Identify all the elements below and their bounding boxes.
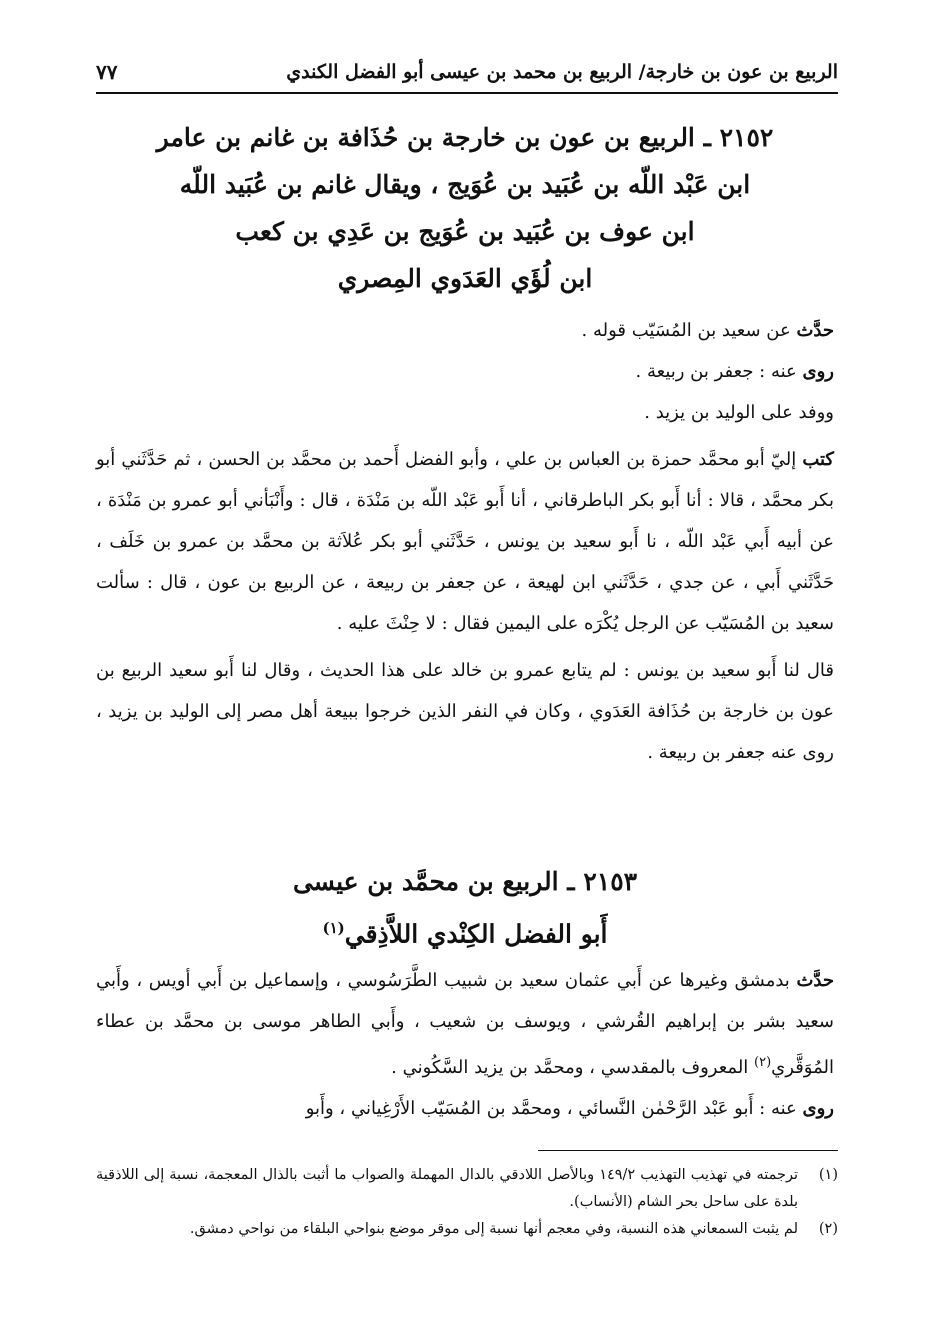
entry-2152-title bbox=[96, 114, 834, 302]
paragraph bbox=[96, 1088, 834, 1129]
running-title: الربيع بن عون بن خارجة/ الربيع بن محمد بن عيسى أبو الفضل الكندي bbox=[286, 61, 838, 83]
paragraph-text: عنه : أَبو عَبْد الرَّحْمٰن النَّسائي ، ومحمَّد بن المُسَيّب الأَرْغِياني ، وأَبو bbox=[305, 1098, 803, 1119]
paragraph-text: عن سعيد بن المُسَيّب قوله . bbox=[581, 320, 797, 341]
paragraph bbox=[96, 310, 834, 351]
paragraph-lead-word: حدَّث bbox=[796, 320, 834, 341]
paragraph-text: قال لنا أَبو سعيد بن يونس : لم يتابع عمرو بن خالد على هذا الحديث ، وقال لنا أَبو سعيد الربيع بن عون بن خارجة بن حُذَافة العَدَوي ، وكان في النفر الذين خرجوا ببيعة أهل مصر إلى الوليد بن يزيد ، روى عنه جعفر بن ربيعة . bbox=[96, 660, 834, 763]
footnote-number: (٢) bbox=[818, 1221, 838, 1237]
paragraph-text: إليّ أبو محمَّد حمزة بن العباس بن علي ، وأبو الفضل أَحمد بن محمَّد بن الحسن ، ثم حَدَّثَني أبو بكر محمَّد ، قالا : أنا أَبو بكر الباطرقاني ، أنا أَبو عَبْد اللّه بن مَنْدَة ، قال : وأَنْبَأني أبو عمرو بن مَنْدَة ، عن أبيه أَبي عَبْد اللّه ، نا أَبو سعيد بن يونس ، حَدَّثَني أبو بكر عُلاَثة بن محمَّد بن عمرو بن خَلَف ، حَدَّثَني أَبي ، عن جدي ، حَدَّثَني ابن لهيعة ، عن جعفر بن ربيعة ، عن الربيع بن عون ، قال : سألت سعيد بن المُسَيّب عن الرجل يُكْرَه على اليمين فقال : لا حِنْثَ عليه . bbox=[96, 449, 834, 634]
paragraph-text: ووفد على الوليد بن يزيد . bbox=[644, 402, 834, 423]
page-number: ٧٧ bbox=[96, 60, 118, 84]
footnotes bbox=[96, 1150, 838, 1243]
entry-2153-title bbox=[96, 858, 834, 957]
footnote-text: ترجمته في تهذيب التهذيب ١٤٩/٢ وبالأصل اللادقي بالدال المهملة والصواب ما أثبت بالذال المعجمة، نسبة إلى اللاذقية بلدة على ساحل بحر الشام (الأنساب). bbox=[96, 1167, 798, 1210]
footnote bbox=[96, 1216, 838, 1243]
footnote-marker: (٢) bbox=[754, 1055, 772, 1070]
footnote-text: لم يثبت السمعاني هذه النسبة، وفي معجم أنها نسبة إلى موقر موضع بنواحي البلقاء من نواحي دمشق. bbox=[189, 1221, 798, 1237]
entry-2153-body bbox=[96, 960, 834, 1129]
paragraph-lead-word: روى bbox=[802, 361, 834, 382]
paragraph bbox=[96, 650, 834, 773]
paragraph-lead-word: روى bbox=[802, 1098, 834, 1119]
paragraph-lead-word: حدَّث bbox=[796, 970, 834, 991]
footnote-marker: (١) bbox=[322, 919, 345, 937]
paragraph-text: المعروف بالمقدسي ، ومحمَّد بن يزيد السَّكُوني . bbox=[391, 1057, 755, 1078]
entry-title-line bbox=[96, 905, 834, 957]
entry-2152-body bbox=[96, 310, 834, 773]
entry-title-line: ابن لُؤَي العَدَوي المِصري bbox=[337, 264, 593, 293]
footnote bbox=[96, 1162, 838, 1216]
paragraph bbox=[96, 960, 834, 1088]
paragraph bbox=[96, 392, 834, 433]
paragraph bbox=[96, 439, 834, 644]
paragraph-text: عنه : جعفر بن ربيعة . bbox=[635, 361, 803, 382]
entry-title-line: ٢١٥٢ ـ الربيع بن عون بن خارجة بن حُذَافة بن غانم بن عامر bbox=[156, 123, 774, 152]
running-header bbox=[96, 52, 838, 94]
paragraph-text: بدمشق وغيرها عن أَبي عثمان سعيد بن شبيب الطَّرَسُوسي ، وإسماعيل بن أَبي أويس ، وأَبي سعيد بشر بن إبراهيم القُرشي ، ويوسف بن شعيب ، وأَبي الطاهر موسى بن محمَّد بن عطاء المُوَقَّري bbox=[96, 970, 834, 1078]
entry-title-text: أَبو الفضل الكِنْدي اللاَّذِقي bbox=[344, 919, 608, 949]
entry-title-line: ابن عوف بن عُبَيد بن عُوَيج بن عَدِي بن كعب bbox=[235, 217, 695, 246]
paragraph bbox=[96, 351, 834, 392]
footnote-number: (١) bbox=[818, 1167, 838, 1183]
entry-title-line: ابن عَبْد اللّه بن عُبَيد بن عُوَيج ، ويقال غانم بن عُبَيد اللّه bbox=[179, 170, 751, 199]
paragraph-lead-word: كتب bbox=[802, 449, 834, 470]
entry-title-line: ٢١٥٣ ـ الربيع بن محمَّد بن عيسى bbox=[292, 867, 638, 896]
